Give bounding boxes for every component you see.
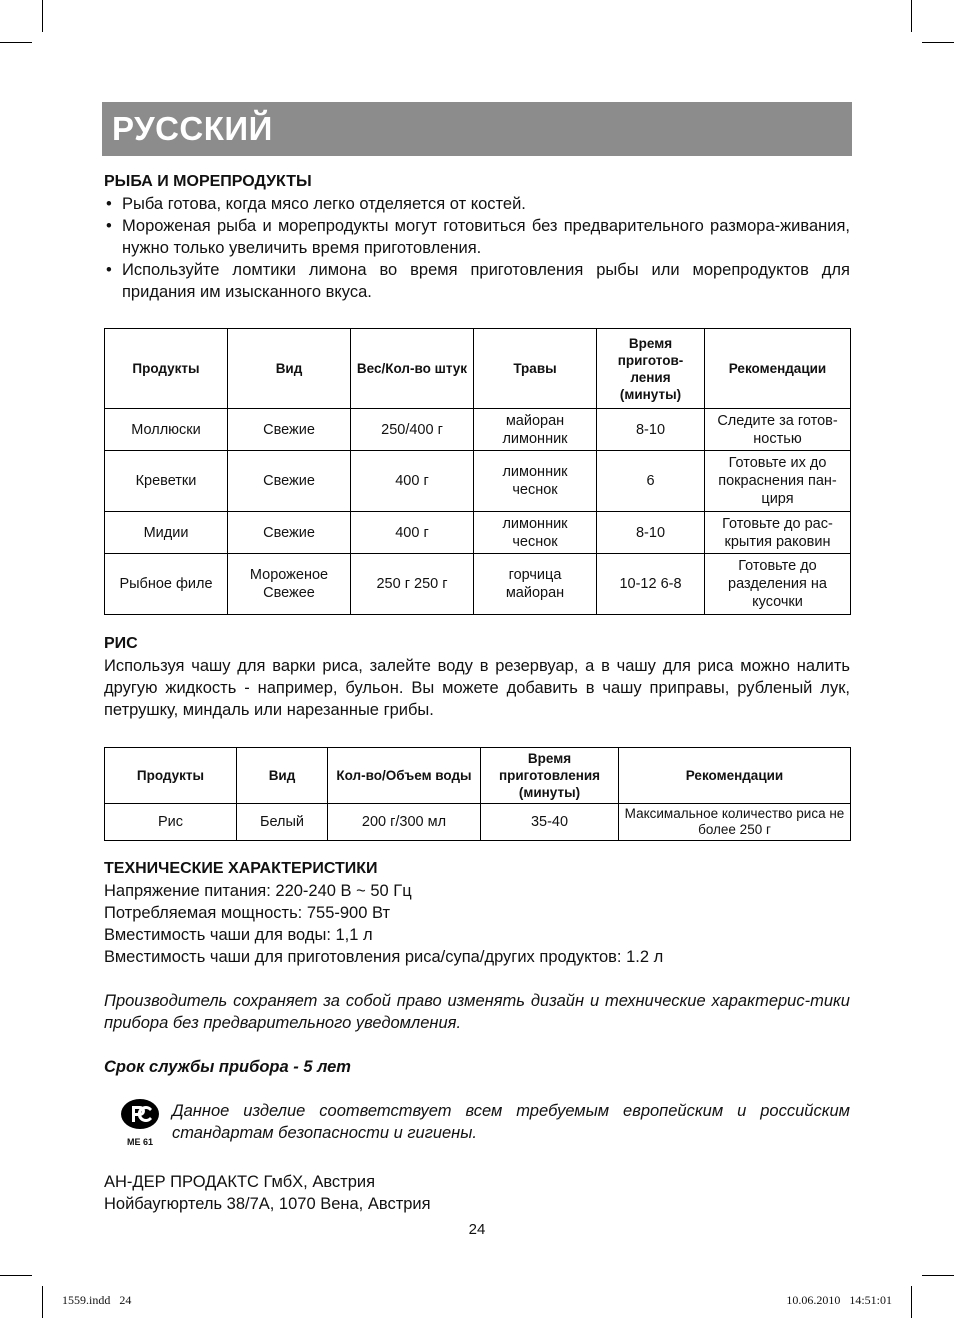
table-cell: Белый	[237, 804, 328, 841]
rst-mark-icon	[118, 1098, 162, 1132]
table-header: Вес/Кол-во штук	[351, 329, 474, 409]
crop-mark	[922, 1275, 954, 1276]
table-cell: горчица майоран	[474, 554, 597, 615]
crop-mark	[42, 0, 43, 32]
banner-title: РУССКИЙ	[112, 110, 273, 147]
manufacturer-name: АН-ДЕР ПРОДАКТС ГмбХ, Австрия	[104, 1173, 376, 1191]
table-cell: Рыбное филе	[105, 554, 228, 615]
table-cell: 8-10	[597, 409, 705, 451]
list-item: • Рыба готова, когда мясо легко отделяется от костей.	[106, 195, 526, 213]
table-row	[105, 554, 851, 615]
crop-mark	[0, 1275, 32, 1276]
table-cell: лимонник чеснок	[474, 512, 597, 554]
table-cell: Готовьте до рас-крытия раковин	[705, 512, 851, 554]
table-cell: 8-10	[597, 512, 705, 554]
table-cell: 400 г	[351, 512, 474, 554]
crop-mark	[42, 1286, 43, 1318]
certification-block	[104, 1098, 850, 1148]
crop-mark	[911, 0, 912, 32]
spec-line: Вместимость чаши для приготовления риса/супа/других продуктов: 1.2 л	[104, 948, 664, 966]
certification-text: Данное изделие соответствует всем требуемым европейским и российским стандартам безопасности и гигиены.	[172, 1102, 850, 1142]
rice-table	[104, 747, 851, 841]
table-cell: Моллюски	[105, 409, 228, 451]
table-cell: Креветки	[105, 451, 228, 512]
table-cell: 6	[597, 451, 705, 512]
spec-line: Потребляемая мощность: 755-900 Вт	[104, 904, 390, 922]
fish-table	[104, 328, 851, 615]
table-cell: Мороженое Свежее	[228, 554, 351, 615]
table-cell: лимонник чеснок	[474, 451, 597, 512]
manufacturer-notice: Производитель сохраняет за собой право изменять дизайн и технические характерис-тики прибора без предварительного уведомления.	[104, 992, 850, 1032]
list-item: • Используйте ломтики лимона во время приготовления рыбы или морепродуктов для придания им изысканного вкуса.	[106, 261, 850, 301]
table-cell: Следите за готов-ностью	[705, 409, 851, 451]
table-cell: 200 г/300 мл	[328, 804, 481, 841]
table-cell: 250/400 г	[351, 409, 474, 451]
table-header: Рекомендации	[619, 748, 851, 804]
table-cell: 400 г	[351, 451, 474, 512]
table-cell: Мидии	[105, 512, 228, 554]
rice-text: Используя чашу для варки риса, залейте воду в резервуар, а в чашу для риса можно налить другую жидкость - например, бульон. Вы можете добавить в чашу приправы, рубленый лук, петрушку, миндаль или нарезанные грибы.	[104, 657, 850, 719]
crop-mark	[0, 42, 32, 43]
table-header: Кол-во/Объем воды	[328, 748, 481, 804]
table-cell: Готовьте их до покраснения пан-циря	[705, 451, 851, 512]
page-content	[104, 171, 850, 1215]
spec-line: Вместимость чаши для воды: 1,1 л	[104, 926, 373, 944]
table-row	[105, 409, 851, 451]
table-row	[105, 804, 851, 841]
rst-certification-logo	[118, 1098, 162, 1148]
rice-heading: РИС	[104, 635, 138, 652]
table-cell: Готовьте до разделения на кусочки	[705, 554, 851, 615]
table-cell: Максимальное количество риса не более 250 г	[619, 804, 851, 841]
table-header: Вид	[237, 748, 328, 804]
fish-heading: РЫБА И МОРЕПРОДУКТЫ	[104, 173, 312, 190]
table-header: Травы	[474, 329, 597, 409]
table-cell: Свежие	[228, 409, 351, 451]
footer-file-info: 1559.indd 24	[62, 1293, 132, 1307]
table-header: Время приготовления (минуты)	[481, 748, 619, 804]
table-header: Время приготов-ления (минуты)	[597, 329, 705, 409]
manufacturer-address: Нойбаугюртель 38/7А, 1070 Вена, Австрия	[104, 1195, 431, 1213]
table-row	[105, 451, 851, 512]
service-life: Срок службы прибора - 5 лет	[104, 1058, 351, 1076]
table-header: Вид	[228, 329, 351, 409]
footer-timestamp: 10.06.2010 14:51:01	[786, 1293, 892, 1307]
crop-mark	[922, 42, 954, 43]
page-number: 24	[468, 1221, 486, 1238]
table-cell: Свежие	[228, 451, 351, 512]
table-cell: Свежие	[228, 512, 351, 554]
certification-code: МЕ 61	[126, 1137, 153, 1147]
language-banner	[102, 102, 852, 156]
list-item: • Мороженая рыба и морепродукты могут готовиться без предварительного размора-живания, нужно только увеличить время приготовления.	[106, 217, 850, 257]
table-cell: Рис	[105, 804, 237, 841]
table-header-row	[105, 748, 851, 804]
specs-heading: ТЕХНИЧЕСКИЕ ХАРАКТЕРИСТИКИ	[104, 860, 378, 877]
table-header: Продукты	[105, 748, 237, 804]
table-cell: 10-12 6-8	[597, 554, 705, 615]
table-header: Продукты	[105, 329, 228, 409]
crop-mark	[911, 1286, 912, 1318]
table-row	[105, 512, 851, 554]
table-cell: майоран лимонник	[474, 409, 597, 451]
spec-line: Напряжение питания: 220-240 В ~ 50 Гц	[104, 882, 412, 900]
table-header: Рекомендации	[705, 329, 851, 409]
fish-bullets	[104, 193, 850, 303]
table-cell: 250 г 250 г	[351, 554, 474, 615]
table-header-row	[105, 329, 851, 409]
table-cell: 35-40	[481, 804, 619, 841]
